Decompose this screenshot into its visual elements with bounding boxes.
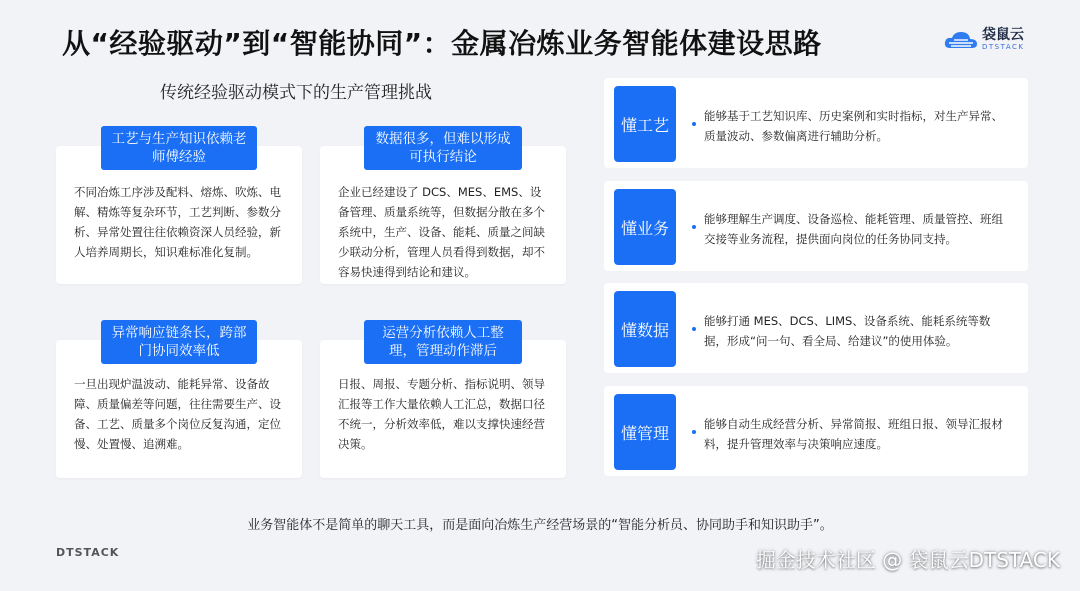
page-title: 从“经验驱动”到“智能协同”：金属冶炼业务智能体建设思路	[62, 27, 822, 60]
capability-text-1: 能够基于工艺知识库、历史案例和实时指标，对生产异常、质量波动、参数偏离进行辅助分析。	[704, 109, 1003, 143]
logo-name-cn: 袋鼠云	[982, 27, 1024, 43]
capability-label-4: 懂管理	[614, 394, 676, 470]
challenge-text-2: 企业已经建设了 DCS、MES、EMS、设备管理、质量系统等，但数据分散在多个系统中，生产、设备、能耗、质量之间缺少联动分析，管理人员看得到数据，却不容易快速得到结论和建议。	[338, 185, 545, 279]
challenge-label-1: 工艺与生产知识依赖老师傅经验	[101, 126, 257, 170]
left-section-heading: 传统经验驱动模式下的生产管理挑战	[160, 83, 432, 103]
challenge-label-2: 数据很多，但难以形成可执行结论	[364, 126, 522, 170]
bullet-dot-icon	[692, 327, 696, 331]
footer-note: 业务智能体不是简单的聊天工具，而是面向冶炼生产经营场景的“智能分析员、协同助手和知识助手”。	[247, 518, 833, 533]
capability-card-2	[604, 181, 1028, 271]
challenge-text-4: 日报、周报、专题分析、指标说明、领导汇报等工作大量依赖人工汇总，数据口径不统一，分析效率低，难以支撑快速经营决策。	[338, 377, 545, 451]
watermark: 掘金技术社区 @ 袋鼠云DTSTACK	[755, 548, 1060, 572]
capability-label-2: 懂业务	[614, 189, 676, 265]
footer-brand: DTSTACK	[56, 546, 120, 559]
challenge-label-3: 异常响应链条长，跨部门协同效率低	[101, 320, 257, 364]
challenge-text-1: 不同冶炼工序涉及配料、熔炼、吹炼、电解、精炼等复杂环节，工艺判断、参数分析、异常处置往往依赖资深人员经验，新人培养周期长，知识难标准化复制。	[74, 185, 281, 259]
challenge-label-4: 运营分析依赖人工整理，管理动作滞后	[364, 320, 522, 364]
capability-text-3: 能够打通 MES、DCS、LIMS、设备系统、能耗系统等数据，形成“问一句、看全局、给建议”的使用体验。	[704, 314, 991, 348]
bullet-dot-icon	[692, 430, 696, 434]
brand-logo	[944, 28, 1025, 51]
capability-card-1	[604, 78, 1028, 168]
bullet-dot-icon	[692, 122, 696, 126]
capability-label-3: 懂数据	[614, 291, 676, 367]
challenge-text-3: 一旦出现炉温波动、能耗异常、设备故障、质量偏差等问题，往往需要生产、设备、工艺、质量多个岗位反复沟通，定位慢、处置慢、追溯难。	[74, 377, 281, 451]
capability-card-4	[604, 386, 1028, 476]
bullet-dot-icon	[692, 225, 696, 229]
capability-card-3	[604, 283, 1028, 373]
capability-text-2: 能够理解生产调度、设备巡检、能耗管理、质量管控、班组交接等业务流程，提供面向岗位的任务协同支持。	[704, 212, 1003, 246]
logo-name-en: DTSTACK	[982, 43, 1025, 51]
capability-label-1: 懂工艺	[614, 86, 676, 162]
cloud-logo-icon	[944, 30, 978, 50]
capability-text-4: 能够自动生成经营分析、异常简报、班组日报、领导汇报材料，提升管理效率与决策响应速度。	[704, 417, 1003, 451]
